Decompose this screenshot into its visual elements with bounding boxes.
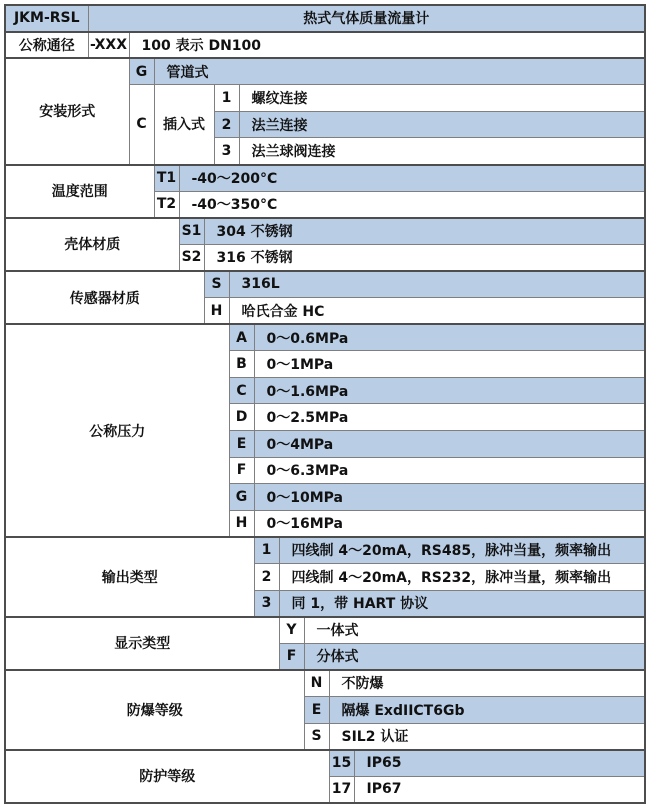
product-name-cell: 热式气体质量流量计 [88,5,645,32]
option-desc: -40～200°C [179,165,645,192]
option-desc: 四线制 4～20mA，RS485，脉冲当量，频率输出 [279,537,645,564]
option-desc: 不防爆 [329,670,645,697]
option-desc: -40～350°C [179,191,645,218]
option-code: B [229,351,254,378]
option-code: H [204,298,229,325]
option-desc: IP67 [354,776,645,803]
section-label-display-type: 显示类型 [5,617,279,670]
option-code: G [229,484,254,511]
option-desc: 0～10MPa [254,484,645,511]
option-desc: 0～2.5MPa [254,404,645,431]
option-desc: 插入式 [154,85,214,165]
option-desc: 100 表示 DN100 [129,32,645,59]
option-desc: 0～1MPa [254,351,645,378]
option-desc: 螺纹连接 [239,85,645,112]
option-desc: 0～16MPa [254,510,645,537]
option-code: S2 [179,244,204,271]
option-desc: 管道式 [154,58,645,85]
option-code: 3 [254,590,279,617]
section-label-output-type: 输出类型 [5,537,254,617]
option-code: T2 [154,191,179,218]
section-label-protection: 防护等级 [5,750,329,803]
option-code: 1 [214,85,239,112]
option-code: 17 [329,776,354,803]
option-code: 2 [254,563,279,590]
option-code: N [304,670,329,697]
option-desc: SIL2 认证 [329,723,645,750]
section-label-pressure: 公称压力 [5,324,229,537]
option-code: S [204,271,229,298]
option-desc: 法兰球阀连接 [239,138,645,165]
section-label-installation: 安装形式 [5,58,129,164]
option-desc: 0～1.6MPa [254,377,645,404]
option-code: -XXX [88,32,129,59]
option-desc: 0～6.3MPa [254,457,645,484]
option-code: 1 [254,537,279,564]
option-desc: IP65 [354,750,645,777]
option-code: A [229,324,254,351]
option-code: T1 [154,165,179,192]
section-label-housing-material: 壳体材质 [5,218,179,271]
section-label-sensor-material: 传感器材质 [5,271,204,324]
model-code-cell: JKM-RSL [5,5,88,32]
option-code: C [229,377,254,404]
section-label-temperature: 温度范围 [5,165,154,218]
section-label-nominal-diameter: 公称通径 [5,32,88,59]
option-code: S [304,723,329,750]
option-desc: 316L [229,271,645,298]
option-code: C [129,85,154,165]
option-desc: 同 1，带 HART 协议 [279,590,645,617]
option-desc: 一体式 [304,617,645,644]
section-label-explosion-proof: 防爆等级 [5,670,304,750]
model-selection-table [4,4,646,804]
option-code: 2 [214,111,239,138]
option-code: Y [279,617,304,644]
option-desc: 四线制 4～20mA，RS232，脉冲当量，频率输出 [279,563,645,590]
option-desc: 304 不锈钢 [204,218,645,245]
option-code: F [279,643,304,670]
option-code: E [229,431,254,458]
option-desc: 316 不锈钢 [204,244,645,271]
option-code: 3 [214,138,239,165]
option-desc: 分体式 [304,643,645,670]
option-desc: 0～0.6MPa [254,324,645,351]
option-code: S1 [179,218,204,245]
option-code: 15 [329,750,354,777]
option-desc: 法兰连接 [239,111,645,138]
option-desc: 0～4MPa [254,431,645,458]
option-code: D [229,404,254,431]
option-code: E [304,696,329,723]
option-code: F [229,457,254,484]
option-code: G [129,58,154,85]
option-code: H [229,510,254,537]
option-desc: 隔爆 ExdIICT6Gb [329,696,645,723]
option-desc: 哈氏合金 HC [229,298,645,325]
